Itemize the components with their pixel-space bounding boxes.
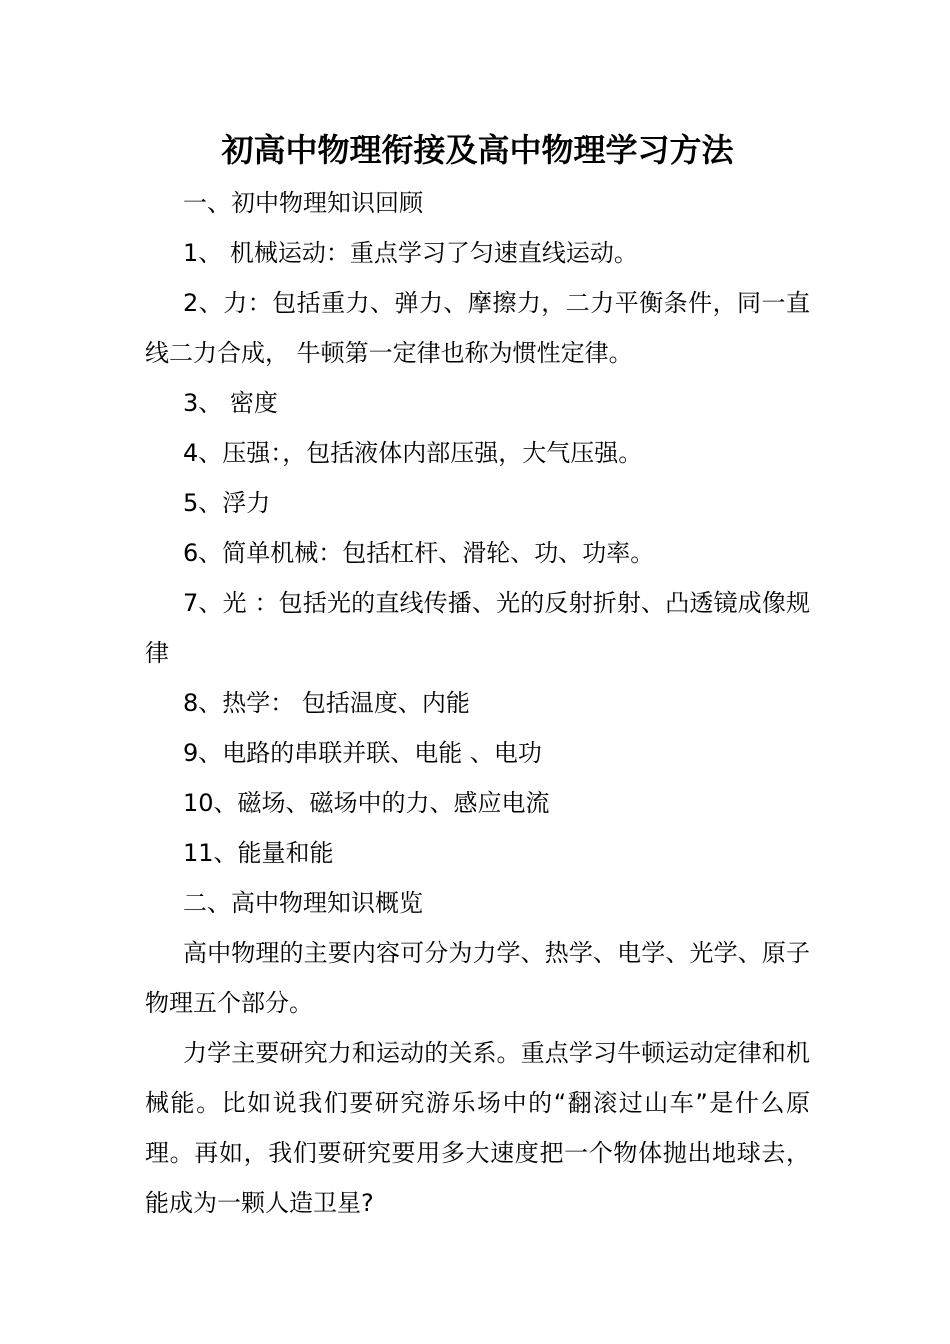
section-heading-junior-review: 一、初中物理知识回顾	[183, 189, 423, 217]
list-item: 6、简单机械：包括杠杆、滑轮、功、功率。	[183, 539, 655, 567]
body-paragraph: 高中物理的主要内容可分为力学、热学、电学、光学、原子物理五个部分。	[145, 939, 810, 1017]
body-paragraph: 力学主要研究力和运动的关系。重点学习牛顿运动定律和机械能。比如说我们要研究游乐场中的“翻滚过山车”是什么原理。再如，我们要研究要用多大速度把一个物体抛出地球去，能成为一颗人造卫星?	[145, 1039, 810, 1217]
list-item: 5、浮力	[183, 489, 271, 517]
list-item: 10、磁场、磁场中的力、感应电流	[183, 789, 550, 817]
list-item: 2、力：包括重力、弹力、摩擦力，二力平衡条件，同一直线二力合成， 牛顿第一定律也称为惯性定律。	[145, 289, 810, 367]
section-heading-senior-overview: 二、高中物理知识概览	[183, 889, 423, 917]
document-body	[145, 122, 810, 1228]
document-title: 初高中物理衔接及高中物理学习方法	[221, 131, 734, 169]
list-item: 9、电路的串联并联、电能 、电功	[183, 739, 542, 767]
list-item: 7、光 ：包括光的直线传播、光的反射折射、凸透镜成像规律	[145, 589, 810, 667]
list-item: 8、热学： 包括温度、内能	[183, 689, 470, 717]
list-item: 1、 机械运动：重点学习了匀速直线运动。	[183, 239, 638, 267]
list-item: 3、 密度	[183, 389, 278, 417]
list-item: 4、压强：，包括液体内部压强，大气压强。	[183, 439, 643, 467]
list-item: 11、能量和能	[183, 839, 334, 867]
